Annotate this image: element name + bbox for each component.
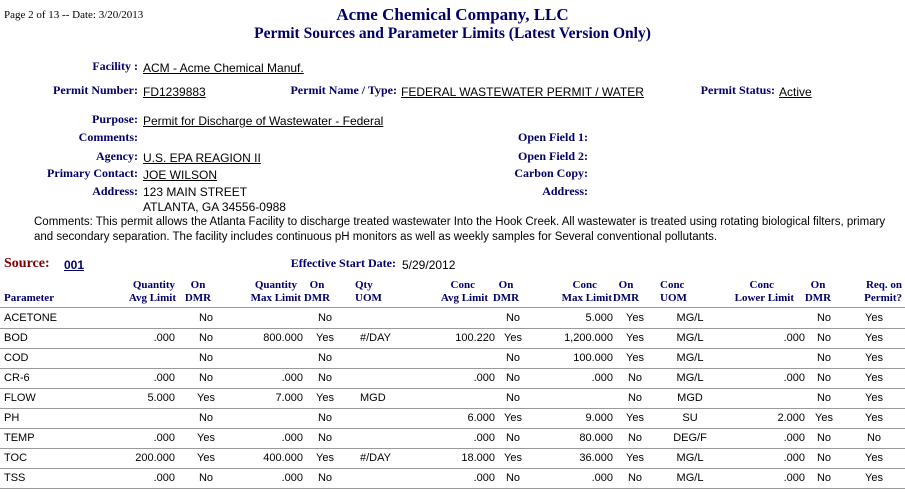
cell-on-dmr-conc-lower: No bbox=[816, 372, 832, 384]
cell-on-dmr-qty-max: Yes bbox=[316, 392, 334, 404]
col-header-conc-avg: Avg Limit bbox=[440, 292, 488, 304]
cell-on-dmr-conc-avg: No bbox=[505, 312, 521, 324]
cell-conc-lower: .000 bbox=[783, 372, 805, 384]
cell-parameter: TSS bbox=[4, 472, 26, 484]
cell-on-dmr-conc-lower: No bbox=[816, 352, 832, 364]
carbon-copy-label: Carbon Copy: bbox=[514, 166, 588, 180]
cell-on-dmr-conc-max: Yes bbox=[626, 332, 644, 344]
col-header-req: Permit? bbox=[864, 292, 902, 304]
cell-on-dmr-qty-max: No bbox=[317, 372, 333, 384]
cc-address-label: Address: bbox=[542, 184, 588, 198]
company-name: Acme Chemical Company, LLC bbox=[336, 5, 569, 24]
col-header-on-dmr2-top: On bbox=[309, 279, 325, 291]
cell-conc-avg: .000 bbox=[473, 372, 495, 384]
permit-number-label: Permit Number: bbox=[53, 83, 138, 97]
purpose-value: Permit for Discharge of Wastewater - Federal bbox=[143, 114, 384, 128]
col-header-qty-avg: Avg Limit bbox=[128, 292, 176, 304]
col-header-on-dmr5: DMR bbox=[804, 292, 832, 304]
cell-on-dmr-qty-max: Yes bbox=[316, 452, 334, 464]
cell-on-dmr-conc-max: Yes bbox=[626, 352, 644, 364]
cell-conc-max: 5.000 bbox=[585, 312, 613, 324]
cell-conc-uom: MG/L bbox=[676, 472, 704, 484]
cell-on-dmr-conc-avg: Yes bbox=[504, 412, 522, 424]
cell-on-dmr-conc-max: No bbox=[627, 472, 643, 484]
cell-on-dmr-conc-max: No bbox=[627, 372, 643, 384]
row-divider bbox=[0, 488, 905, 489]
col-header-qty-uom-top: Qty bbox=[355, 279, 373, 291]
cell-conc-avg: 100.220 bbox=[455, 332, 495, 344]
col-header-conc-uom-top: Conc bbox=[660, 279, 685, 291]
cell-on-dmr-qty-avg: No bbox=[198, 332, 214, 344]
col-header-on-dmr4: DMR bbox=[612, 292, 640, 304]
agency-label: Agency: bbox=[96, 149, 138, 163]
cell-conc-max: 80.000 bbox=[579, 432, 613, 444]
address-line1: 123 MAIN STREET bbox=[143, 185, 248, 199]
cell-conc-uom: MGD bbox=[677, 392, 703, 404]
col-header-qty-max-top: Quantity bbox=[254, 279, 297, 291]
cell-on-dmr-conc-avg: Yes bbox=[504, 332, 522, 344]
cell-on-dmr-qty-avg: No bbox=[198, 412, 214, 424]
table-row bbox=[0, 469, 905, 489]
cell-conc-lower: .000 bbox=[783, 432, 805, 444]
col-header-on-dmr4-top: On bbox=[618, 279, 634, 291]
cell-conc-max: 100.000 bbox=[573, 352, 613, 364]
col-header-conc-max-top: Conc bbox=[572, 279, 597, 291]
table-row bbox=[0, 429, 905, 449]
table-row bbox=[0, 449, 905, 469]
cell-qty-avg: .000 bbox=[153, 472, 175, 484]
cell-req-on-permit: Yes bbox=[865, 392, 883, 404]
cell-parameter: FLOW bbox=[4, 392, 36, 404]
cell-req-on-permit: Yes bbox=[865, 452, 883, 464]
cell-conc-uom: MG/L bbox=[676, 332, 704, 344]
cell-on-dmr-qty-avg: No bbox=[198, 312, 214, 324]
cell-qty-max: 7.000 bbox=[275, 392, 303, 404]
address-line2: ATLANTA, GA 34556-0988 bbox=[143, 200, 286, 214]
col-header-conc-uom: UOM bbox=[660, 292, 687, 304]
table-row bbox=[0, 349, 905, 369]
cell-conc-max: .000 bbox=[591, 372, 613, 384]
cell-conc-avg: .000 bbox=[473, 472, 495, 484]
cell-conc-lower: 2.000 bbox=[777, 412, 805, 424]
col-header-qty-avg-top: Quantity bbox=[132, 279, 175, 291]
cell-on-dmr-conc-lower: No bbox=[816, 332, 832, 344]
cell-parameter: CR-6 bbox=[4, 372, 30, 384]
cell-on-dmr-qty-avg: No bbox=[198, 352, 214, 364]
cell-on-dmr-conc-max: Yes bbox=[626, 452, 644, 464]
facility-label: Facility : bbox=[92, 59, 138, 73]
col-header-on-dmr2: DMR bbox=[303, 292, 331, 304]
cell-qty-max: 800.000 bbox=[263, 332, 303, 344]
cell-on-dmr-qty-max: No bbox=[317, 352, 333, 364]
cell-conc-max: 36.000 bbox=[579, 452, 613, 464]
cell-on-dmr-qty-avg: No bbox=[198, 372, 214, 384]
effective-date-label: Effective Start Date: bbox=[290, 256, 396, 270]
open-field2-label: Open Field 2: bbox=[517, 149, 588, 163]
col-header-req-top: Req. on bbox=[865, 279, 902, 291]
cell-conc-uom: MG/L bbox=[676, 452, 704, 464]
cell-on-dmr-qty-max: No bbox=[317, 412, 333, 424]
col-header-conc-max: Max Limit bbox=[561, 292, 612, 304]
open-field1-label: Open Field 1: bbox=[517, 130, 588, 144]
source-label: Source: bbox=[4, 256, 50, 271]
cell-qty-max: .000 bbox=[281, 432, 303, 444]
cell-conc-avg: 6.000 bbox=[467, 412, 495, 424]
cell-conc-uom: MG/L bbox=[676, 312, 704, 324]
cell-qty-uom: #/DAY bbox=[360, 332, 391, 344]
cell-qty-max: .000 bbox=[281, 372, 303, 384]
cell-on-dmr-conc-lower: No bbox=[816, 452, 832, 464]
cell-conc-max: 1,200.000 bbox=[564, 332, 613, 344]
source-value: 001 bbox=[64, 258, 85, 272]
permit-number-value: FD1239883 bbox=[143, 85, 206, 99]
col-header-qty-uom: UOM bbox=[355, 292, 382, 304]
cell-parameter: TEMP bbox=[4, 432, 35, 444]
col-header-on-dmr1: DMR bbox=[184, 292, 212, 304]
cell-qty-avg: .000 bbox=[153, 372, 175, 384]
table-row bbox=[0, 409, 905, 429]
cell-on-dmr-qty-max: Yes bbox=[316, 332, 334, 344]
cell-on-dmr-conc-lower: No bbox=[816, 432, 832, 444]
cell-on-dmr-qty-max: No bbox=[317, 432, 333, 444]
cell-parameter: TOC bbox=[4, 452, 28, 464]
table-header-divider bbox=[0, 307, 905, 308]
col-header-conc-lower-top: Conc bbox=[749, 279, 774, 291]
cell-on-dmr-conc-max: No bbox=[627, 432, 643, 444]
cell-conc-max: .000 bbox=[591, 472, 613, 484]
cell-on-dmr-qty-avg: Yes bbox=[197, 452, 215, 464]
cell-conc-max: 9.000 bbox=[585, 412, 613, 424]
cell-parameter: COD bbox=[4, 352, 29, 364]
comments-text: Comments: This permit allows the Atlanta Facility to discharge treated wastewater Into the Hook Creek. All wastewater is treated using rotating biological filters, primary and secondary separation. The facility includes continuous pH monitors as well as weekly samples for Several conventional pollutants. bbox=[34, 216, 886, 243]
table-row bbox=[0, 369, 905, 389]
col-header-on-dmr3: DMR bbox=[492, 292, 520, 304]
cell-qty-avg: .000 bbox=[153, 432, 175, 444]
cell-conc-lower: .000 bbox=[783, 452, 805, 464]
cell-conc-uom: MG/L bbox=[676, 352, 704, 364]
cell-qty-max: 400.000 bbox=[263, 452, 303, 464]
permit-name-value: FEDERAL WASTEWATER PERMIT / WATER bbox=[401, 85, 644, 99]
cell-req-on-permit: Yes bbox=[865, 372, 883, 384]
cell-qty-uom: #/DAY bbox=[360, 452, 391, 464]
cell-on-dmr-conc-avg: No bbox=[505, 432, 521, 444]
cell-conc-uom: SU bbox=[682, 412, 698, 424]
cell-on-dmr-conc-avg: No bbox=[505, 352, 521, 364]
cell-on-dmr-conc-lower: No bbox=[816, 472, 832, 484]
cell-on-dmr-qty-avg: No bbox=[198, 472, 214, 484]
cell-on-dmr-conc-max: Yes bbox=[626, 312, 644, 324]
cell-req-on-permit: Yes bbox=[865, 312, 883, 324]
address-label: Address: bbox=[92, 184, 138, 198]
cell-on-dmr-conc-lower: Yes bbox=[815, 412, 833, 424]
cell-on-dmr-conc-lower: No bbox=[816, 312, 832, 324]
col-header-conc-lower: Lower Limit bbox=[734, 292, 794, 304]
report-title: Permit Sources and Parameter Limits (Latest Version Only) bbox=[254, 25, 651, 42]
cell-req-on-permit: Yes bbox=[865, 352, 883, 364]
cell-on-dmr-conc-max: No bbox=[627, 392, 643, 404]
permit-status-label: Permit Status: bbox=[700, 83, 775, 97]
table-row bbox=[0, 309, 905, 329]
cell-req-on-permit: Yes bbox=[865, 332, 883, 344]
col-header-on-dmr1-top: On bbox=[190, 279, 206, 291]
cell-on-dmr-qty-avg: Yes bbox=[197, 392, 215, 404]
permit-status-value: Active bbox=[779, 85, 812, 99]
cell-conc-lower: .000 bbox=[783, 332, 805, 344]
table-row bbox=[0, 329, 905, 349]
cell-qty-avg: 5.000 bbox=[147, 392, 175, 404]
cell-conc-avg: 18.000 bbox=[461, 452, 495, 464]
cell-on-dmr-qty-max: No bbox=[317, 312, 333, 324]
cell-qty-avg: .000 bbox=[153, 332, 175, 344]
cell-on-dmr-conc-avg: No bbox=[505, 472, 521, 484]
cell-on-dmr-conc-lower: No bbox=[816, 392, 832, 404]
cell-qty-max: .000 bbox=[281, 472, 303, 484]
cell-qty-uom: MGD bbox=[360, 392, 386, 404]
cell-conc-avg: .000 bbox=[473, 432, 495, 444]
cell-on-dmr-conc-max: Yes bbox=[626, 412, 644, 424]
cell-on-dmr-conc-avg: Yes bbox=[504, 452, 522, 464]
cell-parameter: ACETONE bbox=[4, 312, 57, 324]
cell-on-dmr-conc-avg: No bbox=[505, 372, 521, 384]
cell-req-on-permit: No bbox=[866, 432, 882, 444]
col-header-on-dmr5-top: On bbox=[810, 279, 826, 291]
cell-parameter: PH bbox=[4, 412, 20, 424]
cell-conc-uom: MG/L bbox=[676, 372, 704, 384]
primary-contact-label: Primary Contact: bbox=[47, 166, 138, 180]
cell-on-dmr-conc-avg: No bbox=[505, 392, 521, 404]
comments-label: Comments: bbox=[78, 130, 138, 144]
agency-value: U.S. EPA REAGION II bbox=[143, 151, 261, 165]
cell-conc-lower: .000 bbox=[783, 472, 805, 484]
cell-on-dmr-qty-avg: Yes bbox=[197, 432, 215, 444]
cell-qty-avg: 200.000 bbox=[135, 452, 175, 464]
effective-date-value: 5/29/2012 bbox=[402, 258, 456, 272]
purpose-label: Purpose: bbox=[92, 112, 138, 126]
permit-name-label: Permit Name / Type: bbox=[290, 83, 397, 97]
col-header-on-dmr3-top: On bbox=[498, 279, 514, 291]
cell-parameter: BOD bbox=[4, 332, 28, 344]
cell-conc-uom: DEG/F bbox=[673, 432, 707, 444]
col-header-qty-max: Max Limit bbox=[250, 292, 301, 304]
col-header-parameter: Parameter bbox=[4, 292, 55, 304]
cell-on-dmr-qty-max: No bbox=[317, 472, 333, 484]
cell-req-on-permit: Yes bbox=[865, 472, 883, 484]
page-info: Page 2 of 13 -- Date: 3/20/2013 bbox=[4, 9, 144, 21]
cell-req-on-permit: Yes bbox=[865, 412, 883, 424]
facility-value: ACM - Acme Chemical Manuf. bbox=[143, 61, 304, 75]
primary-contact-value: JOE WILSON bbox=[143, 168, 218, 182]
table-row bbox=[0, 389, 905, 409]
col-header-conc-avg-top: Conc bbox=[450, 279, 475, 291]
